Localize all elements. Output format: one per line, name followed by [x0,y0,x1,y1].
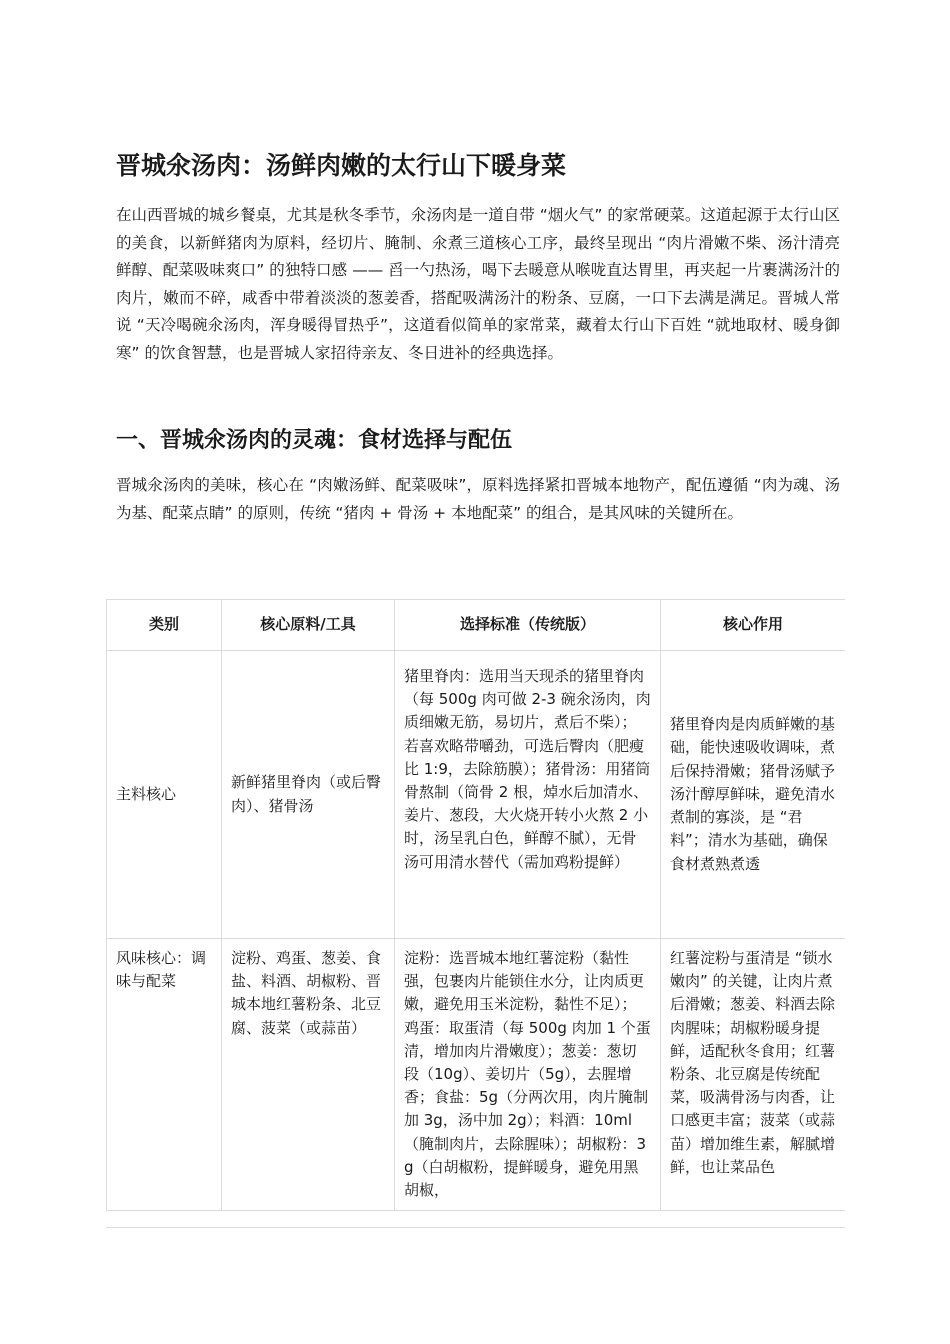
intro-paragraph: 在山西晋城的城乡餐桌，尤其是秋冬季节，氽汤肉是一道自带 “烟火气” 的家常硬菜。这道起源于太行山区的美食，以新鲜猪肉为原料，经切片、腌制、氽煮三道核心工序，最终呈现出 “肉片滑嫩不柴、汤汁清亮鲜醇、配菜吸味爽口” 的独特口感 —— 舀一勺热汤，喝下去暖意从喉咙直达胃里，再夹起一片裹满汤汁的肉片，嫩而不碎，咸香中带着淡淡的葱姜香，搭配吸满汤汁的粉条、豆腐，一口下去满是满足。晋城人常说 “天冷喝碗氽汤肉，浑身暖得冒热乎”，这道看似简单的家常菜，藏着太行山下百姓 “就地取材、暖身御寒” 的饮食智慧，也是晋城人家招待亲友、冬日进补的经典选择。 [116,206,840,362]
cell-category: 风味核心：调味与配菜 [107,939,222,1211]
cell-materials: 淀粉、鸡蛋、葱姜、食盐、料酒、胡椒粉、晋城本地红薯粉条、北豆腐、菠菜（或蒜苗） [222,939,395,1211]
ingredients-table-container [106,599,845,1228]
cell-standard: 淀粉：选晋城本地红薯淀粉（黏性强，包裹肉片能锁住水分，让肉质更嫩，避免用玉米淀粉，黏性不足）；鸡蛋：取蛋清（每 500g 肉加 1 个蛋清，增加肉片滑嫩度）；葱姜：葱切段（10g）、姜切片（5g），去腥增香；食盐：5g（分两次用，肉片腌制加 3g，汤中加 2g）；料酒：10ml（腌制肉片，去除腥味）；胡椒粉：3g（白胡椒粉，提鲜暖身，避免用黑胡椒， [395,939,661,1211]
table-row [107,939,846,1211]
table-row [107,651,846,939]
cell-category: 主料核心 [107,651,222,939]
ingredients-table [106,599,845,1211]
cell-role: 红薯淀粉与蛋清是 “锁水嫩肉” 的关键，让肉片煮后滑嫩；葱姜、料酒去除肉腥味；胡椒粉暖身提鲜，适配秋冬食用；红薯粉条、北豆腐是传统配菜，吸满骨汤与肉香，让口感更丰富；菠菜（或蒜苗）增加维生素，解腻增鲜，也让菜品色 [661,939,846,1211]
header-category: 类别 [107,600,222,651]
section-intro-paragraph: 晋城氽汤肉的美味，核心在 “肉嫩汤鲜、配菜吸味”，原料选择紧扣晋城本地物产，配伍遵循 “肉为魂、汤为基、配菜点睛” 的原则，传统 “猪肉 + 骨汤 + 本地配菜” 的组合，是其风味的关键所在。 [116,476,840,522]
cell-materials: 新鲜猪里脊肉（或后臀肉）、猪骨汤 [222,651,395,939]
table-header-row [107,600,846,651]
cell-role: 猪里脊肉是肉质鲜嫩的基础，能快速吸收调味，煮后保持滑嫩；猪骨汤赋予汤汁醇厚鲜味，避免清水煮制的寡淡，是 “君料”；清水为基础，确保食材煮熟煮透 [661,651,846,939]
header-materials: 核心原料/工具 [222,600,395,651]
header-standard: 选择标准（传统版） [395,600,661,651]
article-title: 晋城氽汤肉：汤鲜肉嫩的太行山下暖身菜 [116,151,567,180]
header-role: 核心作用 [661,600,846,651]
cell-standard: 猪里脊肉：选用当天现杀的猪里脊肉（每 500g 肉可做 2-3 碗氽汤肉，肉质细嫩无筋，易切片，煮后不柴）；若喜欢略带嚼劲，可选后臀肉（肥瘦比 1:9，去除筋膜）；猪骨汤：用猪筒骨熬制（筒骨 2 根，焯水后加清水、姜片、葱段，大火烧开转小火熬 2 小时，汤呈乳白色，鲜醇不腻），无骨汤可用清水替代（需加鸡粉提鲜） [395,651,661,939]
section-heading: 一、晋城氽汤肉的灵魂：食材选择与配伍 [116,428,513,453]
